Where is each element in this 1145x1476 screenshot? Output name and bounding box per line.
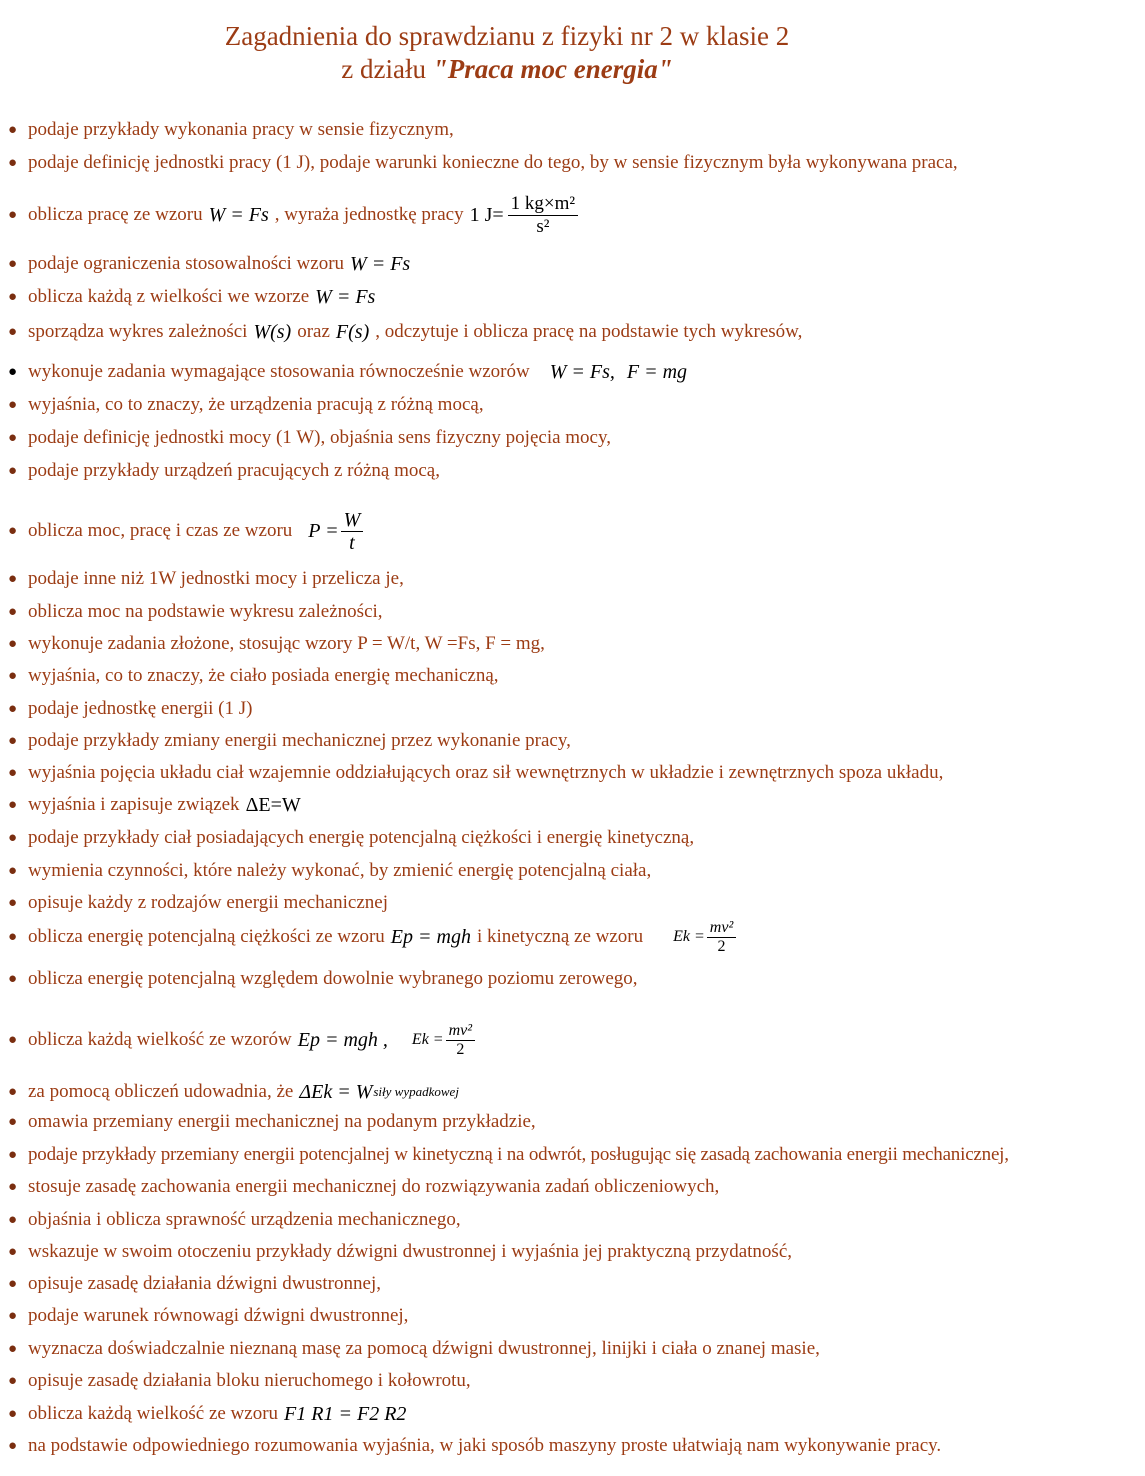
- item-text: podaje definicję jednostki mocy (1 W), objaśnia sens fizyczny pojęcia mocy,: [28, 427, 612, 448]
- bullet-icon: ●: [8, 764, 18, 781]
- title-line-2-emphasis: "Praca moc energia": [432, 54, 673, 84]
- title-line-2: [0, 53, 1014, 86]
- bullet-icon: ●: [8, 700, 18, 717]
- item-text: sporządza wykres zależności: [28, 321, 248, 342]
- bullet-icon: ●: [8, 255, 18, 272]
- bullet-icon: ●: [8, 363, 18, 380]
- bullet-icon: ●: [8, 323, 18, 340]
- item-text: wyznacza doświadczalnie nieznaną masę za pomocą dźwigni dwustronnej, linijki i ciała o znanej masie,: [28, 1338, 820, 1359]
- item-text: podaje warunek równowagi dźwigni dwustronnej,: [28, 1305, 409, 1326]
- formula-fraction: [446, 1022, 475, 1059]
- bullet-icon: ●: [8, 429, 18, 446]
- bullet-icon: ●: [8, 970, 18, 987]
- item-text: wymienia czynności, które należy wykonać, by zmienić energię potencjalną ciała,: [28, 860, 652, 881]
- bullet-icon: ●: [8, 1405, 18, 1422]
- bullet-icon: ●: [8, 1275, 18, 1292]
- item-text: oblicza moc, pracę i czas ze wzoru: [28, 520, 293, 541]
- bullet-icon: ●: [8, 1243, 18, 1260]
- bullet-icon: ●: [8, 154, 18, 171]
- title-line-2-prefix: z działu: [341, 54, 426, 84]
- list-item: [8, 1204, 1141, 1236]
- formula: ΔE=W: [245, 793, 301, 816]
- fraction-numerator: mv²: [446, 1022, 475, 1041]
- list-item: [8, 422, 1141, 454]
- formula-subscript: siły wypadkowej: [373, 1084, 459, 1099]
- bullet-icon: ●: [8, 121, 18, 138]
- list-item: [8, 915, 1141, 959]
- bullet-icon: ●: [8, 1437, 18, 1454]
- fraction-numerator: W: [341, 509, 364, 532]
- item-text: omawia przemiany energii mechanicznej na podanym przykładzie,: [28, 1111, 536, 1132]
- list-item: [8, 1076, 1141, 1108]
- list-item: [8, 1236, 1141, 1268]
- list-item: [8, 248, 1141, 280]
- list-item: [8, 1398, 1141, 1430]
- item-text: oblicza pracę ze wzoru: [28, 204, 203, 225]
- bullet-icon: ●: [8, 928, 18, 945]
- fraction-denominator: 2: [717, 937, 726, 955]
- item-text-mid: oraz: [297, 321, 330, 342]
- bullet-icon: ●: [8, 1083, 18, 1100]
- formula: F1 R1 = F2 R2: [284, 1402, 407, 1425]
- item-text: na podstawie odpowiedniego rozumowania wyjaśnia, w jaki sposób maszyny proste ułatwiają nam wykonywanie pracy.: [28, 1435, 942, 1456]
- list-item: [8, 855, 1141, 887]
- list-item: [8, 1333, 1141, 1365]
- list-item: [8, 1171, 1141, 1203]
- bullet-icon: ●: [8, 635, 18, 652]
- item-text: wyjaśnia, co to znaczy, że urządzenia pracują z różną mocą,: [28, 394, 484, 415]
- document-title: [0, 20, 1014, 86]
- item-text: wykonuje zadania złożone, stosując wzory P = W/t, W =Fs, F = mg,: [28, 633, 545, 654]
- list-item: [8, 693, 1141, 725]
- item-text: podaje przykłady ciał posiadających energię potencjalną ciężkości i energię kinetyczną,: [28, 827, 695, 848]
- item-text: wyjaśnia, co to znaczy, że ciało posiada energię mechaniczną,: [28, 665, 499, 686]
- bullet-icon: ●: [8, 862, 18, 879]
- list-item: [8, 963, 1141, 995]
- bullet-icon: ●: [8, 1178, 18, 1195]
- formula: W = Fs: [350, 252, 411, 275]
- bullet-icon: ●: [8, 1340, 18, 1357]
- item-text: podaje inne niż 1W jednostki mocy i przelicza je,: [28, 568, 404, 589]
- formula-2: Ek =: [411, 1031, 444, 1048]
- list-item: [8, 389, 1141, 421]
- item-text: oblicza moc na podstawie wykresu zależności,: [28, 601, 383, 622]
- item-text: opisuje zasadę działania bloku nieruchomego i kołowrotu,: [28, 1370, 471, 1391]
- formula: W = Fs,: [549, 360, 615, 383]
- list-item: [8, 822, 1141, 854]
- bullet-icon: ●: [8, 1211, 18, 1228]
- title-line-1: Zagadnienia do sprawdzianu z fizyki nr 2 w klasie 2: [224, 21, 790, 51]
- item-text: podaje przykłady urządzeń pracujących z różną mocą,: [28, 460, 440, 481]
- item-text: podaje przykłady zmiany energii mechanicznej przez wykonanie pracy,: [28, 730, 571, 751]
- formula-2: Ek =: [673, 928, 705, 945]
- list-item: [8, 316, 1141, 348]
- item-text: opisuje każdy z rodzajów energii mechanicznej: [28, 892, 388, 913]
- item-text: oblicza każdą wielkość ze wzoru: [28, 1403, 279, 1424]
- list-item: [8, 281, 1141, 313]
- bullet-icon: ●: [8, 1113, 18, 1130]
- fraction-numerator: mv²: [707, 919, 736, 938]
- list-item: [8, 1365, 1141, 1397]
- item-text-after: , odczytuje i oblicza pracę na podstawie tych wykresów,: [375, 321, 803, 342]
- list-item: [8, 114, 1141, 146]
- item-text: wskazuje w swoim otoczeniu przykłady dźwigni dwustronnej i wyjaśnia jej praktyczną przydatność,: [28, 1241, 793, 1262]
- bullet-icon: ●: [8, 1146, 18, 1163]
- bullet-icon: ●: [8, 396, 18, 413]
- item-text: wyjaśnia i zapisuje związek: [28, 794, 240, 815]
- bullet-icon: ●: [8, 894, 18, 911]
- bullet-icon: ●: [8, 603, 18, 620]
- bullet-icon: ●: [8, 829, 18, 846]
- formula-fraction: [707, 919, 736, 956]
- list-item: [8, 725, 1141, 757]
- bullet-icon: ●: [8, 796, 18, 813]
- item-text: oblicza każdą wielkość ze wzorów: [28, 1029, 292, 1050]
- list-item: [8, 1106, 1141, 1138]
- formula: Ep = mgh ,: [297, 1028, 388, 1051]
- unit-fraction: [508, 193, 578, 238]
- item-text: podaje jednostkę energii (1 J): [28, 698, 253, 719]
- list-item: [8, 1300, 1141, 1332]
- item-text: wykonuje zadania wymagające stosowania równocześnie wzorów: [28, 361, 530, 382]
- formula: W = Fs: [315, 285, 376, 308]
- list-item: [8, 563, 1141, 595]
- list-item: [8, 628, 1141, 660]
- item-text: opisuje zasadę działania dźwigni dwustronnej,: [28, 1273, 381, 1294]
- list-item: [8, 1268, 1141, 1300]
- formula-2: F(s): [335, 320, 370, 343]
- fraction-denominator: t: [349, 531, 355, 554]
- bullet-icon: ●: [8, 1372, 18, 1389]
- list-item: [8, 757, 1141, 789]
- formula-2: F = mg: [626, 360, 688, 383]
- list-item: [8, 192, 1141, 237]
- item-text: za pomocą obliczeń udowadnia, że: [28, 1081, 294, 1102]
- bullet-icon: ●: [8, 1031, 18, 1048]
- formula: Ep = mgh: [390, 925, 471, 948]
- list-item: [8, 1430, 1141, 1462]
- list-item: [8, 596, 1141, 628]
- bullet-icon: ●: [8, 667, 18, 684]
- unit-prefix: 1 J=: [469, 203, 504, 226]
- item-text: objaśnia i oblicza sprawność urządzenia mechanicznego,: [28, 1209, 461, 1230]
- item-text-after: , wyraża jednostkę pracy: [274, 204, 464, 225]
- item-text: podaje przykłady wykonania pracy w sensie fizycznym,: [28, 119, 454, 140]
- list-item: [8, 789, 1141, 821]
- unit-numerator: 1 kg×m²: [508, 193, 578, 216]
- list-item: [8, 660, 1141, 692]
- list-item: [8, 455, 1141, 487]
- list-item: [8, 356, 1141, 388]
- bullet-icon: ●: [8, 570, 18, 587]
- list-item: [8, 147, 1141, 179]
- bullet-icon: ●: [8, 462, 18, 479]
- item-text: podaje przykłady przemiany energii potencjalnej w kinetyczną i na odwrót, posługując się zasadą zachowania energii mechanicznej,: [28, 1144, 1009, 1165]
- list-item: [8, 1139, 1141, 1171]
- item-text: oblicza energię potencjalną względem dowolnie wybranego poziomu zerowego,: [28, 968, 638, 989]
- formula: ΔEk = W: [299, 1080, 373, 1103]
- list-item: [8, 1016, 1141, 1064]
- item-text: podaje ograniczenia stosowalności wzoru: [28, 253, 345, 274]
- item-text: wyjaśnia pojęcia układu ciał wzajemnie oddziałujących oraz sił wewnętrznych w układzie i zewnętrznych spoza układu,: [28, 762, 944, 783]
- formula: P =: [308, 519, 339, 542]
- formula: W = Fs: [208, 203, 269, 226]
- bullet-icon: ●: [8, 522, 18, 539]
- bullet-icon: ●: [8, 1307, 18, 1324]
- bullet-icon: ●: [8, 288, 18, 305]
- bullet-icon: ●: [8, 206, 18, 223]
- item-text: oblicza energię potencjalną ciężkości ze wzoru: [28, 926, 385, 947]
- item-text-after: i kinetyczną ze wzoru: [476, 926, 644, 947]
- bullet-icon: ●: [8, 732, 18, 749]
- item-text: podaje definicję jednostki pracy (1 J), podaje warunki konieczne do tego, by w sensie fizycznym była wykonywana praca,: [28, 152, 958, 173]
- unit-denominator: s²: [536, 215, 550, 237]
- item-text: stosuje zasadę zachowania energii mechanicznej do rozwiązywania zadań obliczeniowych,: [28, 1176, 720, 1197]
- item-text: oblicza każdą z wielkości we wzorze: [28, 286, 310, 307]
- formula-fraction: [341, 509, 364, 554]
- list-item: [8, 506, 1141, 556]
- fraction-denominator: 2: [456, 1040, 465, 1058]
- formula: W(s): [253, 320, 292, 343]
